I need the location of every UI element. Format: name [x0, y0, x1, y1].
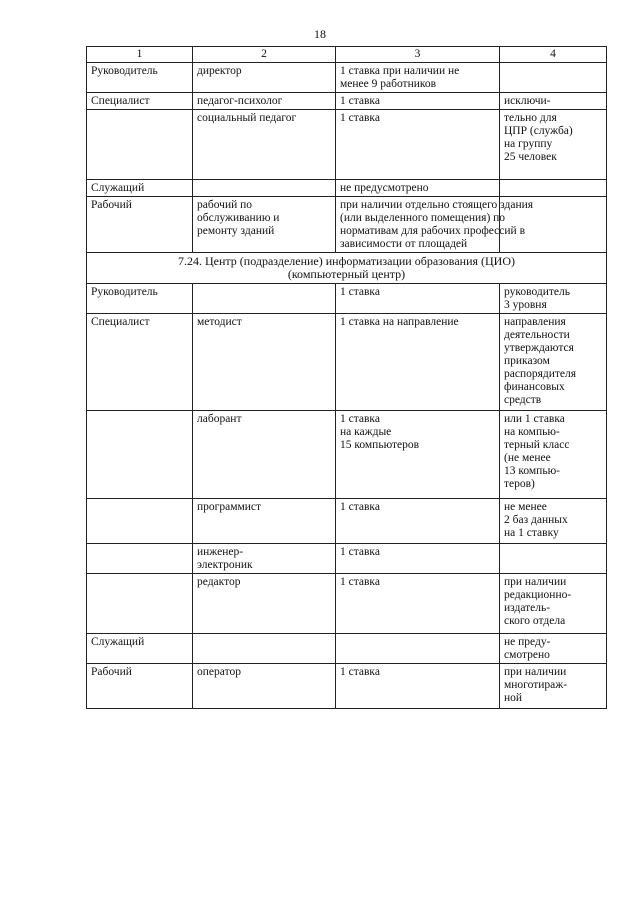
table-row — [87, 197, 607, 253]
cell-line: 1 ставка при наличии не — [340, 65, 460, 77]
cell-line: теров) — [504, 478, 535, 490]
cell-line: деятельности — [504, 329, 570, 341]
staffing-table — [86, 46, 607, 709]
category-cell — [87, 197, 193, 253]
cell-line: при наличии — [504, 666, 567, 678]
cell-line: электроник — [197, 559, 253, 571]
note-cell — [500, 180, 607, 197]
cell-line: многотираж- — [504, 679, 568, 691]
category-cell — [87, 314, 193, 411]
table-row — [87, 499, 607, 544]
category-cell — [87, 180, 193, 197]
cell-line: руководитель — [504, 286, 570, 298]
cell-line: на каждые — [340, 426, 392, 438]
note-cell — [500, 314, 607, 411]
norm-cell — [336, 664, 500, 709]
position-cell — [193, 197, 336, 253]
position-cell — [193, 284, 336, 314]
column-number: 2 — [193, 47, 336, 63]
position-cell — [193, 499, 336, 544]
note-cell — [500, 110, 607, 180]
norm-cell — [336, 110, 500, 180]
position-cell — [193, 180, 336, 197]
category-cell — [87, 544, 193, 574]
cell-line: инженер- — [197, 546, 244, 558]
cell-line: тельно для — [504, 112, 557, 124]
cell-line: 1 ставка — [340, 666, 380, 678]
position-cell — [193, 411, 336, 499]
category-cell — [87, 499, 193, 544]
note-cell — [500, 63, 607, 93]
category-cell — [87, 574, 193, 634]
category-label: Служащий — [91, 182, 145, 194]
table-row — [87, 664, 607, 709]
cell-line: ЦПР (служба) — [504, 125, 573, 137]
category-cell — [87, 664, 193, 709]
section-title — [87, 253, 607, 284]
table-row — [87, 180, 607, 197]
cell-line: (не менее — [504, 452, 551, 464]
category-label: Рабочий — [91, 199, 132, 211]
cell-line: зависимости от площадей — [340, 238, 468, 250]
note-cell — [500, 574, 607, 634]
cell-line: 1 ставка на направление — [340, 316, 459, 328]
note-cell — [500, 411, 607, 499]
cell-line: 1 ставка — [340, 286, 380, 298]
norm-cell — [336, 180, 500, 197]
cell-line: 1 ставка — [340, 95, 380, 107]
cell-line: финансовых — [504, 381, 565, 393]
section-heading-row — [87, 253, 607, 284]
cell-line: оператор — [197, 666, 241, 678]
cell-line: не менее — [504, 501, 547, 513]
note-cell — [500, 93, 607, 110]
category-label: Рабочий — [91, 666, 132, 678]
position-cell — [193, 314, 336, 411]
cell-line: при наличии отдельно стоящего здания — [340, 199, 534, 211]
note-cell — [500, 499, 607, 544]
cell-line: на компью- — [504, 426, 560, 438]
position-cell — [193, 574, 336, 634]
cell-line: директор — [197, 65, 242, 77]
cell-line: на 1 ставку — [504, 527, 559, 539]
cell-line: 1 ставка — [340, 546, 380, 558]
cell-line: 25 человек — [504, 151, 557, 163]
cell-line: не предусмотрено — [340, 182, 429, 194]
norm-cell — [336, 93, 500, 110]
position-cell — [193, 544, 336, 574]
table-row — [87, 93, 607, 110]
norm-cell — [336, 314, 500, 411]
cell-line: программист — [197, 501, 262, 513]
cell-line: менее 9 работников — [340, 78, 437, 90]
cell-line: рабочий по — [197, 199, 253, 211]
category-cell — [87, 284, 193, 314]
norm-cell — [336, 284, 500, 314]
column-number: 4 — [500, 47, 607, 63]
table-row — [87, 110, 607, 180]
category-cell — [87, 63, 193, 93]
cell-line: на группу — [504, 138, 553, 150]
column-number: 3 — [336, 47, 500, 63]
cell-line: 1 ставка — [340, 112, 380, 124]
cell-line: нормативам для рабочих профессий в — [340, 225, 525, 237]
category-label: Служащий — [91, 636, 145, 648]
norm-cell — [336, 411, 500, 499]
cell-line: 1 ставка — [340, 413, 380, 425]
cell-line: редактор — [197, 576, 241, 588]
norm-cell — [336, 63, 500, 93]
cell-line: лаборант — [197, 413, 242, 425]
category-cell — [87, 93, 193, 110]
cell-line: ского отдела — [504, 615, 566, 627]
category-label: Специалист — [91, 95, 150, 107]
category-label: Руководитель — [91, 65, 158, 77]
cell-line: исключи- — [504, 95, 551, 107]
cell-line: приказом — [504, 355, 550, 367]
table-row — [87, 574, 607, 634]
table-row — [87, 411, 607, 499]
note-cell — [500, 634, 607, 664]
cell-line: 7.24. Центр (подразделение) информатизации образования (ЦИО) — [178, 254, 515, 268]
note-cell — [500, 284, 607, 314]
cell-line: (компьютерный центр) — [287, 267, 406, 281]
cell-line: не преду- — [504, 636, 551, 648]
cell-line: 13 компью- — [504, 465, 561, 477]
cell-line: 1 ставка — [340, 501, 380, 513]
table-row — [87, 314, 607, 411]
category-label: Руководитель — [91, 286, 158, 298]
position-cell — [193, 110, 336, 180]
category-cell — [87, 411, 193, 499]
note-cell — [500, 664, 607, 709]
header-row — [87, 47, 607, 63]
cell-line: средств — [504, 394, 542, 406]
norm-cell — [336, 574, 500, 634]
cell-line: 2 баз данных — [504, 514, 568, 526]
position-cell — [193, 93, 336, 110]
cell-line: при наличии — [504, 576, 567, 588]
cell-line: 15 компьютеров — [340, 439, 420, 451]
table-row — [87, 544, 607, 574]
norm-cell — [336, 634, 500, 664]
cell-line: или 1 ставка — [504, 413, 565, 425]
note-cell — [500, 544, 607, 574]
cell-line: редакционно- — [504, 589, 572, 601]
cell-line: терный класс — [504, 439, 570, 451]
position-cell — [193, 664, 336, 709]
table-row — [87, 63, 607, 93]
category-cell — [87, 110, 193, 180]
cell-line: издатель- — [504, 602, 551, 614]
cell-line: ной — [504, 692, 523, 704]
page-number: 18 — [314, 27, 326, 41]
cell-line: смотрено — [504, 649, 550, 661]
cell-line: 1 ставка — [340, 576, 380, 588]
table-row — [87, 634, 607, 664]
cell-line: (или выделенного помещения) по — [340, 212, 506, 224]
table-row — [87, 284, 607, 314]
position-cell — [193, 634, 336, 664]
cell-line: 3 уровня — [504, 299, 547, 311]
cell-line: направления — [504, 316, 566, 328]
norm-cell — [336, 544, 500, 574]
category-label: Специалист — [91, 316, 150, 328]
cell-line: распорядителя — [504, 368, 577, 380]
cell-line: ремонту зданий — [197, 225, 275, 237]
category-cell — [87, 634, 193, 664]
cell-line: социальный педагог — [197, 112, 297, 124]
cell-line: утверждаются — [504, 342, 574, 354]
norm-cell — [336, 499, 500, 544]
position-cell — [193, 63, 336, 93]
cell-line: обслуживанию и — [197, 212, 280, 224]
column-number: 1 — [87, 47, 193, 63]
cell-line: педагог-психолог — [197, 95, 283, 107]
cell-line: методист — [197, 316, 242, 328]
norm-cell — [336, 197, 534, 253]
